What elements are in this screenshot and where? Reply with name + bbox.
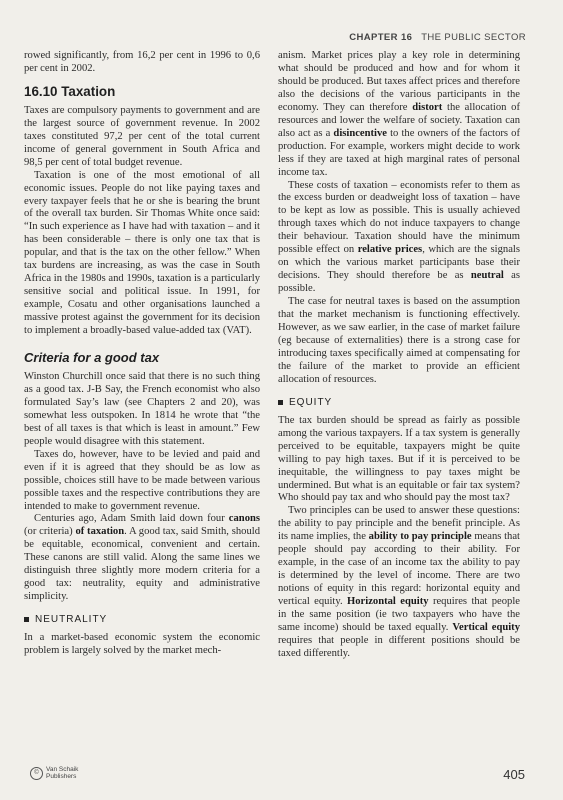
text-run: to the owners of the factors of production. For example, workers might decide to work less if they are taxed at high marginal rates of personal income tax. — [278, 127, 520, 178]
text-run: requires that people in the same position (ie two taxpayers who have the same income) should be taxed equally. — [278, 596, 520, 633]
text-run: the allocation of resources and lower the welfare of society. Taxation can also act as a — [278, 101, 521, 139]
paragraph — [278, 505, 520, 660]
chapter-title: THE PUBLIC SECTOR — [421, 32, 526, 43]
text-run: requires that people in different positions should be taxed differently. — [278, 634, 520, 659]
publisher-line: Van Schaik — [46, 766, 79, 773]
bold-term: disincentive — [333, 127, 387, 139]
heading-label: EQUITY — [289, 396, 333, 408]
paragraph: In a market-based economic system the economic problem is largely solved by the market mech- — [24, 632, 260, 657]
page-number: 405 — [503, 767, 525, 782]
bold-term: canons — [228, 513, 260, 525]
text-run: Centuries ago, Adam Smith laid down four — [34, 513, 229, 525]
bold-term: Horizontal equity — [347, 596, 429, 608]
bold-term: of taxation — [75, 526, 125, 538]
text-run: means that people should pay according to their ability. For example, in the case of an income tax the ability to pay is determined by the level of income. There are two notions of equity in this regard: horizontal equity and vertical equity. — [278, 531, 520, 608]
bold-term: relative prices — [357, 244, 423, 256]
paragraph: The case for neutral taxes is based on the assumption that the market mechanism is functioning effectively. However, as we saw earlier, in the case of market failure (eg because of externalities) there is a strong case for introducing taxes specifically aimed at compensating for the failure of the market to provide an efficient allocation of resources. — [278, 296, 520, 385]
paragraph: rowed significantly, from 16,2 per cent in 1996 to 0,6 per cent in 2002. — [24, 50, 260, 74]
chapter-label: CHAPTER 16 — [349, 32, 413, 43]
paragraph — [278, 180, 520, 297]
publisher-name — [46, 766, 78, 780]
text-run: . A good tax, said Smith, should be equitable, economical, convenient and certain. These canons are still valid. Along the same lines we distinguish three slightly more modern criteria for a good tax: neutrality, equity and administrative simplicity. — [24, 526, 260, 603]
text-run: These costs of taxation – economists refer to them as the excess burden or deadweight loss of taxation – have to be kept as low as possible. This is usually achieved through taxes which do not induce taxpayers to change their behaviour. Taxation should have the minimum possible effect on — [278, 179, 520, 256]
bold-term: ability to pay principle — [368, 531, 472, 543]
bold-term: Vertical equity — [452, 621, 520, 633]
square-bullet-icon — [24, 617, 29, 622]
bold-term: neutral — [470, 270, 504, 282]
publisher-logo — [30, 766, 78, 780]
publisher-line: Publishers — [46, 773, 77, 780]
text-run: as possible. — [278, 270, 520, 295]
text-run: Two principles can be used to answer these questions: the ability to pay principle and the benefit principle. As its name implies, the — [278, 505, 520, 543]
subsection-title: Criteria for a good tax — [24, 350, 160, 366]
neutrality-heading — [24, 614, 260, 627]
section-title: 16.10 Taxation — [24, 83, 116, 99]
paragraph — [278, 50, 520, 180]
bold-term: distort — [412, 101, 443, 113]
running-header — [349, 32, 526, 43]
paragraph: Taxes are compulsory payments to government and are the largest source of government revenue. In 2002 taxes constituted 97,2 per cent of the total current income of general government in South Africa and 98,5 per cent of total budget revenue. — [24, 104, 260, 168]
left-column — [24, 50, 260, 658]
text-run: anism. Market prices play a key role in determining what should be produced and how and for whom it should be produced. But taxes affect prices and therefore also the decisions of the various participants in the economy. They can therefore — [278, 50, 520, 113]
paragraph: Taxation is one of the most emotional of all economic issues. People do not like paying taxes and every taxpayer feels that he or she is bearing the brunt of the overall tax burden. Sir Thomas White once said: “In such experience as I have had with taxation – and it has been considerable – there is only one tax that is popular, and that is the tax on the other fellow.” When tax burdens are increasing, as was the case in South Africa in the 1980s and 1990s, taxation is a particularly sensitive social and political issue. In 1991, for example, Cosatu and other organisations launched a massive protest against the government for its decision to implement a broadly-based value-added tax (VAT). — [24, 169, 260, 337]
heading-label: NEUTRALITY — [35, 614, 108, 626]
paragraph: Winston Churchill once said that there is no such thing as a good tax. J-B Say, the French economist who also formulated Say’s law (see Chapters 2 and 20), was somewhat less outspoken. In 1814 he wrote that “the best of all taxes is that which is least in amount.” Few people would disagree with this statement. — [24, 370, 260, 447]
paragraph: Taxes do, however, have to be levied and paid and even if it is agreed that they should be as low as possible, choices still have to be made between various possible taxes and the respective contributions they are intended to make to government revenue. — [24, 448, 260, 512]
paragraph — [24, 513, 260, 604]
text-run: , which are the signals on which the various market participants base their decisions. They should therefore be as — [278, 244, 520, 282]
equity-heading — [278, 397, 520, 410]
square-bullet-icon — [278, 400, 283, 405]
text-run: (or criteria) — [24, 526, 76, 538]
right-column — [278, 50, 520, 661]
paragraph: The tax burden should be spread as fairly as possible among the various taxpayers. If a tax system is generally perceived to be equitable, taxpayers might be quite willing to pay high taxes. But if it is perceived to be inequitable, the willingness to pay taxes might be undermined. But what is an equitable or fair tax system? Who should pay tax and who should pay the most tax? — [278, 414, 520, 504]
copyright-circle-icon: © — [30, 767, 43, 780]
